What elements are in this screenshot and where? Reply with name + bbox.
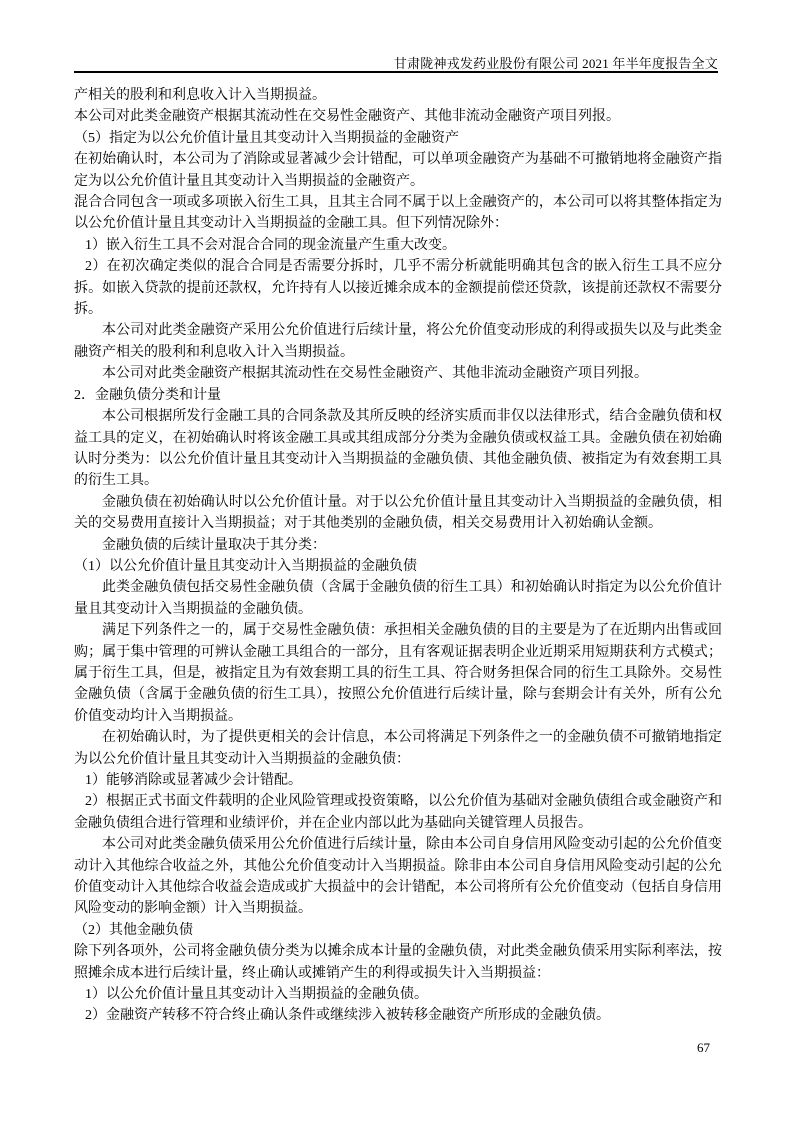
body-paragraphs (74, 85, 722, 1027)
paragraph: 1）以公允价值计量且其变动计入当期损益的金融负债。 (85, 987, 428, 1003)
page-header-title: 甘肃陇神戎发药业股份有限公司 2021 年半年度报告全文 (393, 56, 718, 71)
paragraph: 混合合同包含一项或多项嵌入衍生工具，且其主合同不属于以上金融资产的，本公司可以将其整体指定为以公允价值计量且其变动计入当期损益的金融工具。但下列情况除外： (74, 195, 722, 232)
paragraph: 金融负债在初始确认时以公允价值计量。对于以公允价值计量且其变动计入当期损益的金融负债，相关的交易费用直接计入当期损益；对于其他类别的金融负债，相关交易费用计入初始确认金额。 (74, 494, 722, 532)
paragraph: 本公司对此类金融资产根据其流动性在交易性金融资产、其他非流动金融资产项目列报。 (74, 109, 620, 125)
header-rule (74, 71, 718, 73)
paragraph: 本公司对此类金融负债采用公允价值进行后续计量，除由本公司自身信用风险变动引起的公允价值变动计入其他综合收益之外，其他公允价值变动计入当期损益。除非由本公司自身信用风险变动引起的公允价值变动计入其他综合收益会造成或扩大损益中的会计错配，本公司将所有公允价值变动（包括自身信用风险变动的影响金额）计入当期损益。 (74, 837, 722, 917)
page-number: 67 (697, 1040, 710, 1055)
paragraph: 2）根据正式书面文件载明的企业风险管理或投资策略，以公允价值为基础对金融负债组合或金融资产和金融负债组合进行管理和业绩评价，并在企业内部以此为基础向关键管理人员报告。 (74, 794, 722, 831)
paragraph: 本公司对此类金融资产根据其流动性在交易性金融资产、其他非流动金融资产项目列报。 (102, 366, 648, 382)
paragraph: 本公司对此类金融资产采用公允价值进行后续计量，将公允价值变动形成的利得或损失以及与此类金融资产相关的股利和利息收入计入当期损益。 (74, 323, 722, 360)
paragraph: 1）嵌入衍生工具不会对混合合同的现金流量产生重大改变。 (85, 237, 456, 253)
paragraph: 2）在初次确定类似的混合合同是否需要分拆时，几乎不需分析就能明确其包含的嵌入衍生工具不应分拆。如嵌入贷款的提前还款权，允许持有人以接近摊余成本的金额提前偿还贷款，该提前还款权不需要分拆。 (74, 259, 722, 318)
paragraph: （1）以公允价值计量且其变动计入当期损益的金融负债 (74, 558, 417, 574)
paragraph: 在初始确认时，为了提供更相关的会计信息，本公司将满足下列条件之一的金融负债不可撤销地指定为以公允价值计量且其变动计入当期损益的金融负债： (74, 730, 722, 767)
paragraph: 金融负债的后续计量取决于其分类： (102, 537, 326, 553)
paragraph: 产相关的股利和利息收入计入当期损益。 (74, 88, 326, 103)
paragraph: 满足下列条件之一的，属于交易性金融负债：承担相关金融负债的目的主要是为了在近期内出售或回购；属于集中管理的可辨认金融工具组合的一部分，且有客观证据表明企业近期采用短期获利方式模式；属于衍生工具，但是，被指定且为有效套期工具的衍生工具、符合财务担保合同的衍生工具除外。交易性金融负债（含属于金融负债的衍生工具），按照公允价值进行后续计量，除与套期会计有关外，所有公允价值变动均计入当期损益。 (74, 623, 722, 724)
paragraph: 本公司根据所发行金融工具的合同条款及其所反映的经济实质而非仅以法律形式，结合金融负债和权益工具的定义，在初始确认时将该金融工具或其组成部分分类为金融负债或权益工具。金融负债在初始确认时分类为：以公允价值计量且其变动计入当期损益的金融负债、其他金融负债、被指定为有效套期工具的衍生工具。 (74, 409, 722, 489)
paragraph: 1）能够消除或显著减少会计错配。 (85, 773, 302, 788)
paragraph: （2）其他金融负债 (74, 922, 193, 938)
paragraph: （5）指定为以公允价值计量且其变动计入当期损益的金融资产 (74, 130, 459, 146)
paragraph: 在初始确认时，本公司为了消除或显著减少会计错配，可以单项金融资产为基础不可撤销地将金融资产指定为以公允价值计量且其变动计入当期损益的金融资产。 (74, 152, 722, 189)
paragraph: 此类金融负债包括交易性金融负债（含属于金融负债的衍生工具）和初始确认时指定为以公允价值计量且其变动计入当期损益的金融负债。 (74, 580, 722, 617)
paragraph: 2）金融资产转移不符合终止确认条件或继续涉入被转移金融资产所形成的金融负债。 (85, 1008, 610, 1024)
paragraph: 除下列各项外，公司将金融负债分类为以摊余成本计量的金融负债，对此类金融负债采用实际利率法，按照摊余成本进行后续计量，终止确认或摊销产生的利得或损失计入当期损益： (74, 944, 722, 981)
paragraph: 2．金融负债分类和计量 (74, 387, 221, 403)
